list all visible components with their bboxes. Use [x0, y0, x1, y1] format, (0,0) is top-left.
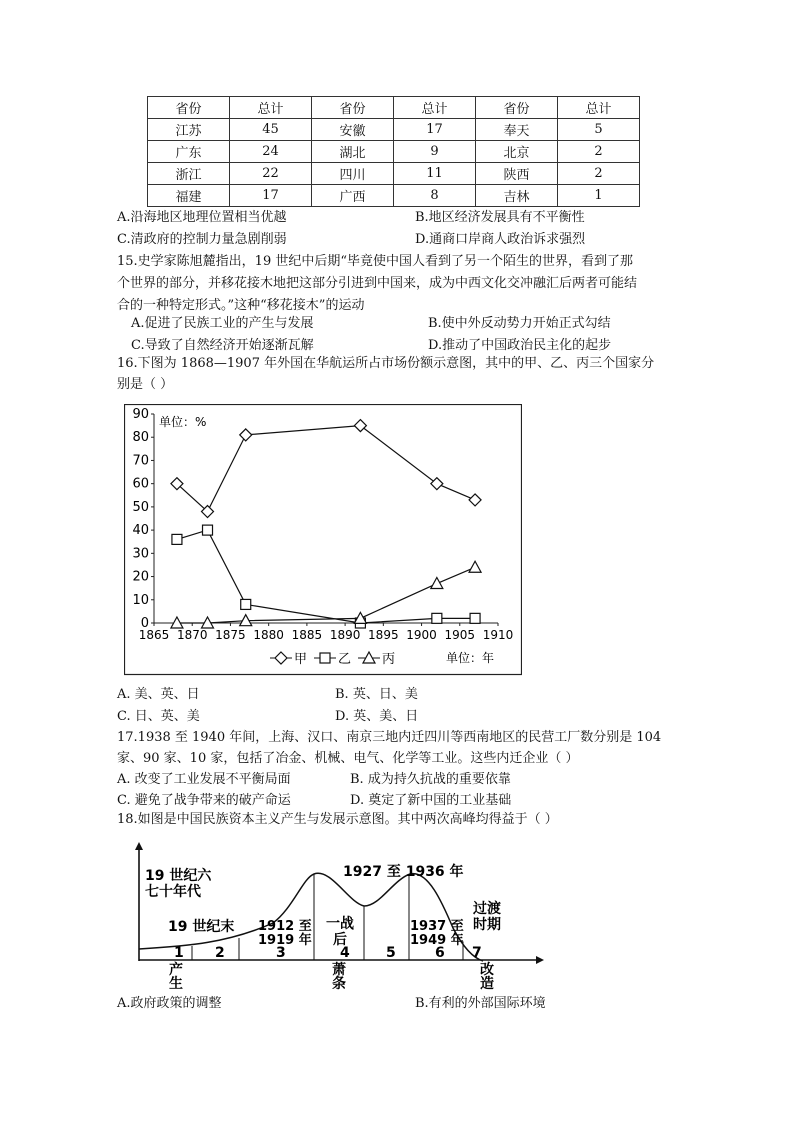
data-point	[241, 599, 251, 609]
table-header-cell: 总计	[230, 97, 312, 119]
table-cell: 广西	[312, 185, 394, 207]
y-tick-label: 60	[132, 476, 149, 492]
table-cell: 广东	[148, 141, 230, 163]
label-transition-line2: 时期	[473, 917, 501, 933]
q15-option-d: D.推动了中国政治民主化的起步	[428, 338, 612, 353]
q18-text-line1: 18.如图是中国民族资本主义产生与发展示意图。其中两次高峰均得益于（ ）	[117, 812, 558, 827]
table-header-cell: 省份	[476, 97, 558, 119]
q17-option-c: C. 避免了战争带来的破产命运	[117, 793, 291, 808]
label-ww1-line1: 一战	[326, 916, 354, 932]
q16-text-line1: 16.下图为 1868—1907 年外国在华航运所占市场份额示意图，其中的甲、乙、丙三个国家分	[117, 356, 655, 371]
y-tick-label: 0	[140, 616, 149, 631]
x-tick-label: 1875	[215, 628, 246, 642]
x-tick-label: 1890	[329, 628, 361, 642]
y-tick-label: 10	[132, 592, 149, 608]
y-tick-label: 30	[132, 546, 149, 562]
y-tick-label: 20	[132, 569, 149, 585]
table-cell: 安徽	[312, 119, 394, 141]
q16-option-d: D. 英、美、日	[335, 709, 419, 724]
table-cell: 1	[558, 185, 640, 207]
q16-text-line2: 别是（ ）	[117, 377, 174, 392]
q15-option-a: A.促进了民族工业的产生与发展	[131, 316, 314, 331]
label-1937-line2: 1949 年	[410, 933, 464, 948]
x-tick-label: 1870	[176, 628, 208, 642]
x-unit-label: 单位：年	[446, 651, 495, 665]
q18-option-a: A.政府政策的调整	[117, 996, 222, 1011]
q16-option-c: C. 日、英、美	[117, 709, 200, 724]
province-table	[147, 96, 640, 207]
table-cell: 2	[558, 163, 640, 185]
q14-option-d: D.通商口岸商人政治诉求强烈	[415, 232, 586, 247]
legend-label: 乙	[338, 652, 352, 667]
table-cell: 福建	[148, 185, 230, 207]
label-1927-1936: 1927 至 1936 年	[343, 864, 464, 880]
legend-marker	[320, 653, 330, 663]
legend-label: 甲	[294, 652, 308, 667]
stage-numbers	[174, 945, 482, 961]
table-row	[148, 185, 640, 207]
data-point	[203, 525, 213, 535]
label-tiao: 条	[332, 976, 346, 990]
table-header-cell: 省份	[148, 97, 230, 119]
q15-text-line1: 15.史学家陈旭麓指出，19 世纪中后期“毕竟使中国人看到了另一个陌生的世界，看到了那	[117, 254, 633, 269]
table-row	[148, 141, 640, 163]
stage-number: 5	[386, 945, 396, 961]
shipping-share-chart	[124, 404, 522, 676]
label-sheng: 生	[169, 976, 183, 990]
stage-number: 4	[340, 945, 350, 961]
q14-option-c: C.清政府的控制力量急剧削弱	[117, 232, 287, 247]
x-tick-label: 1880	[253, 628, 284, 642]
table-header-cell: 省份	[312, 97, 394, 119]
table-header-cell: 总计	[394, 97, 476, 119]
q15-text-line2: 个世界的部分，并移花接木地把这部分引进到中国来，成为中西文化交冲融汇后两者可能结	[117, 276, 638, 291]
label-xiao: 萧	[332, 962, 346, 978]
table-cell: 17	[394, 119, 476, 141]
q17-text-line2: 家、90 家、10 家，包括了冶金、机械、电气、化学等工业。这些内迁企业（ ）	[117, 751, 579, 766]
table-cell: 8	[394, 185, 476, 207]
table-cell: 四川	[312, 163, 394, 185]
table-cell: 24	[230, 141, 312, 163]
x-tick-label: 1910	[482, 628, 514, 642]
x-tick-label: 1895	[368, 628, 399, 642]
q16-option-b: B. 英、日、美	[335, 687, 418, 702]
label-ww1-line2: 后	[333, 932, 347, 948]
q15-text-line3: 合的一种特定形式。”这种“移花接木”的运动	[117, 298, 365, 313]
q15-option-b: B.使中外反动势力开始正式勾结	[428, 316, 611, 331]
table-cell: 陕西	[476, 163, 558, 185]
diagram-x-arrow	[536, 956, 544, 964]
label-1937-line1: 1937 至	[410, 919, 464, 934]
legend-label: 丙	[382, 652, 396, 667]
diagram-y-arrow	[135, 842, 143, 850]
table-cell: 浙江	[148, 163, 230, 185]
table-header-row	[148, 97, 640, 119]
label-zao: 造	[480, 976, 494, 990]
x-tick-label: 1905	[444, 628, 476, 642]
label-1912-line2: 1919 年	[258, 933, 312, 948]
x-tick-label: 1865	[138, 628, 170, 642]
y-tick-label: 80	[132, 430, 149, 446]
stage-number: 7	[472, 945, 482, 961]
q15-option-c: C.导致了自然经济开始逐渐瓦解	[131, 338, 314, 353]
table-row	[148, 163, 640, 185]
table-cell: 45	[230, 119, 312, 141]
table-cell: 5	[558, 119, 640, 141]
label-1912-line1: 1912 至	[258, 919, 312, 934]
table-header-cell: 总计	[558, 97, 640, 119]
capitalism-development-diagram	[128, 840, 546, 990]
table-cell: 奉天	[476, 119, 558, 141]
q14-option-a: A.沿海地区地理位置相当优越	[117, 210, 287, 225]
table-cell: 9	[394, 141, 476, 163]
stage-number: 6	[435, 945, 445, 961]
label-19th-end: 19 世纪末	[168, 919, 235, 935]
y-unit-label: 单位：%	[159, 415, 207, 429]
table-cell: 江苏	[148, 119, 230, 141]
table-cell: 22	[230, 163, 312, 185]
table-cell: 北京	[476, 141, 558, 163]
label-1860s-line1: 19 世纪六	[145, 868, 212, 884]
label-chan: 产	[169, 962, 183, 978]
x-tick-label: 1900	[406, 628, 437, 642]
stage-number: 1	[174, 945, 184, 961]
stage-number: 2	[215, 945, 225, 961]
stage-number: 3	[276, 945, 286, 961]
x-tick-label: 1885	[291, 628, 323, 642]
q17-option-a: A. 改变了工业发展不平衡局面	[117, 772, 291, 787]
table-cell: 吉林	[476, 185, 558, 207]
y-tick-label: 50	[132, 499, 149, 515]
data-point	[432, 613, 442, 623]
table-cell: 湖北	[312, 141, 394, 163]
table-cell: 2	[558, 141, 640, 163]
label-1860s-line2: 七十年代	[145, 884, 201, 900]
table-row	[148, 119, 640, 141]
data-point	[172, 534, 182, 544]
q17-text-line1: 17.1938 至 1940 年间，上海、汉口、南京三地内迁四川等西南地区的民营工厂数分别是 104	[117, 730, 662, 745]
q18-option-b: B.有利的外部国际环境	[415, 996, 546, 1011]
table-cell: 17	[230, 185, 312, 207]
data-point	[470, 613, 480, 623]
label-gai: 改	[480, 962, 494, 978]
table-cell: 11	[394, 163, 476, 185]
y-tick-label: 40	[132, 523, 149, 539]
q17-option-b: B. 成为持久抗战的重要依靠	[350, 772, 511, 787]
q14-option-b: B.地区经济发展具有不平衡性	[415, 210, 585, 225]
label-transition-line1: 过渡	[473, 901, 501, 917]
q16-option-a: A. 美、英、日	[117, 687, 200, 702]
y-tick-label: 70	[132, 453, 149, 469]
y-tick-label: 90	[132, 407, 149, 422]
q17-option-d: D. 奠定了新中国的工业基础	[350, 793, 512, 808]
